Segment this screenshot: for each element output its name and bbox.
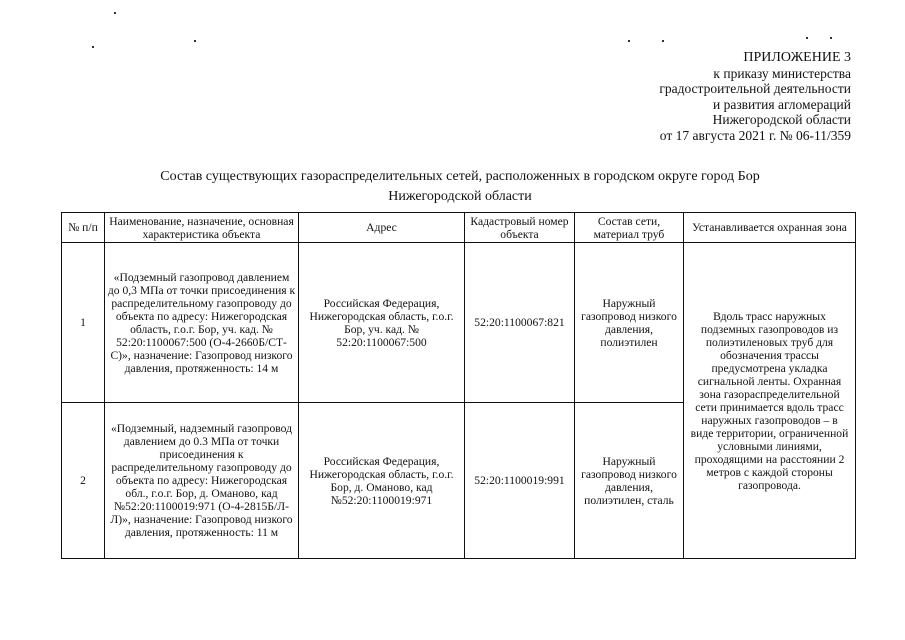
annex-line: градостроительной деятельности <box>659 81 851 96</box>
cell-name: «Подземный, надземный газопровод давлением до 0.3 МПа от точки присоединения к распределительному газопроводу до объекта по адресу: Нижегородская обл., г.о.г. Бор, д. Оманово, кад №52:20:1100019:971 (О-4-2815Б/Л-Л)», назначение: Газопровод низкого давления, протяженность: 11 м <box>105 403 299 559</box>
cell-name: «Подземный газопровод давлением до 0,3 МПа от точки присоединения к распределительному газопроводу до объекта по адресу: Нижегородская область, г.о.г. Бор, уч. кад. № 52:20:1100067:500 (О-4-2660Б/СТ-С)», назначение: Газопровод низкого давления, протяженность: 14 м <box>105 243 299 403</box>
document-title <box>100 167 820 207</box>
title-line: Нижегородской области <box>388 189 532 204</box>
cell-address: Российская Федерация, Нижегородская область, г.о.г. Бор, д. Оманово, кад №52:20:1100019:971 <box>299 403 465 559</box>
cell-zone: Вдоль трасс наружных подземных газопроводов из полиэтиленовых труб для обозначения трассы предусмотрена укладка сигнальной ленты. Охранная зона газораспределительной сети принимается вдоль трасс наружных газопроводов – в виде территории, ограниченной условными линиями, проходящими на расстоянии 2 метров с каждой стороны газопровода. <box>684 243 856 559</box>
cell-composition: Наружный газопровод низкого давления, полиэтилен <box>575 243 684 403</box>
column-header-number: № п/п <box>62 213 105 243</box>
cell-cadastral: 52:20:1100067:821 <box>465 243 575 403</box>
scan-speck <box>806 37 808 39</box>
cell-number: 1 <box>62 243 105 403</box>
scan-speck <box>830 37 832 39</box>
column-header-name: Наименование, назначение, основная характеристика объекта <box>105 213 299 243</box>
annex-line: к приказу министерства <box>713 65 851 81</box>
column-header-zone: Устанавливается охранная зона <box>684 213 856 243</box>
cell-number: 2 <box>62 403 105 559</box>
gas-network-table <box>61 212 856 559</box>
column-header-cadastral: Кадастровый номер объекта <box>465 213 575 243</box>
scan-speck <box>194 40 196 42</box>
table-row <box>62 243 856 403</box>
column-header-address: Адрес <box>299 213 465 243</box>
annex-line: Нижегородской области <box>712 112 851 127</box>
scan-speck <box>114 12 116 14</box>
cell-cadastral: 52:20:1100019:991 <box>465 403 575 559</box>
scan-speck <box>662 40 664 42</box>
scan-speck <box>628 40 630 42</box>
table-header-row <box>62 213 856 243</box>
annex-heading: ПРИЛОЖЕНИЕ 3 <box>743 50 851 65</box>
column-header-composition: Состав сети, материал труб <box>575 213 684 243</box>
title-line: Состав существующих газораспределительных сетей, расположенных в городском округе город Бор <box>160 169 760 184</box>
scan-speck <box>92 46 94 48</box>
annex-line: и развития агломераций <box>712 96 851 112</box>
annex-line: от 17 августа 2021 г. № 06-11/359 <box>659 127 851 143</box>
cell-composition: Наружный газопровод низкого давления, полиэтилен, сталь <box>575 403 684 559</box>
cell-address: Российская Федерация, Нижегородская область, г.о.г. Бор, уч. кад. № 52:20:1100067:500 <box>299 243 465 403</box>
annex-block <box>591 50 851 143</box>
